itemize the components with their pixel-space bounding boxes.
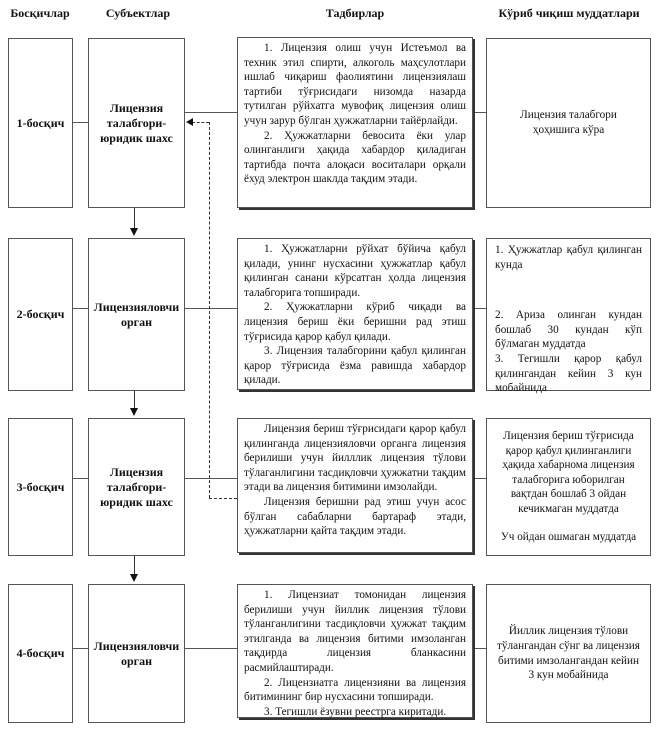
flow-arrow-line <box>134 556 135 575</box>
feedback-dashed-line <box>209 498 237 499</box>
action-item: 2. Ҳужжатларни кўриб чиқади ва лицензия бериш ёки беришни рад этиш тўғрисида қарор қабул қилади. <box>244 301 466 343</box>
feedback-dashed-line <box>192 122 209 123</box>
action-item: 1. Лицензиат томонидан лицензия берилиши учун йиллик лицензия тўлови тўланганлигини тасдиқловчи ҳужжат тақдим этилганда ва лицензия битими имзоланган тақдирда лицензия бланкасини расмийлаштиради. <box>244 589 466 674</box>
stage-box <box>8 38 73 208</box>
actions-box <box>237 418 473 553</box>
deadline-text: 2. Ариза олинган кундан бошлаб 30 кундан кўп бўлмаган муддатда <box>495 309 642 351</box>
deadline-box <box>486 584 651 723</box>
connector-line <box>184 112 237 113</box>
deadline-text: 3. Тегишли қарор қабул қилингандан кейин 3 кун мобайнида <box>495 352 642 395</box>
stage-label: 4-босқич <box>16 646 65 660</box>
connector-line <box>72 648 88 649</box>
connector-line <box>472 648 486 649</box>
deadline-text: Йиллик лицензия тўлови тўлангандан сўнг ва лицензия битими имзолангандан кейин 3 кун мобайнида <box>497 625 640 682</box>
deadline-text: Уч ойдан ошмаган муддатда <box>500 531 637 544</box>
deadline-box <box>486 238 651 395</box>
header-stages: Босқичлар <box>10 6 70 20</box>
subject-label: Лицензияловчи орган <box>93 299 180 329</box>
action-item: Лицензия беришни рад этиш учун асос бўлган сабабларни бартараф этади, ҳужжатларни қайта тақдим этади. <box>244 495 466 538</box>
stage-box <box>8 238 73 391</box>
action-item: 3. Тегишли ёзувни реестрга киритади. <box>264 705 447 718</box>
stage-label: 1-босқич <box>16 115 65 130</box>
subject-label: Лицензияловчи орган <box>93 638 180 668</box>
connector-line <box>184 648 237 649</box>
stage-label: 3-босқич <box>16 479 65 494</box>
subject-box <box>88 238 185 391</box>
connector-line <box>72 478 88 479</box>
actions-box <box>237 37 473 208</box>
actions-box <box>237 238 473 390</box>
action-item: 2. Лицензиатга лицензияни ва лицензия битимининг бир нусхасини топширади. <box>244 676 466 704</box>
action-item: Лицензия бериш тўғрисидаги қарор қабул қилинганда лицензияловчи органга лицензия берилиши учун йилллик лицензия тўлови тўлаганлигини тасдиқловчи ҳужжатни тақдим этади ва лицензия битимини имзолайди. <box>244 423 466 494</box>
deadline-text: 1. Ҳужжатлар қабул қилинган кунда <box>495 244 642 271</box>
connector-line <box>472 478 486 479</box>
arrow-left-icon <box>186 118 193 126</box>
stage-label: 2-босқич <box>16 307 65 321</box>
connector-line <box>472 308 486 309</box>
flow-arrow-line <box>134 208 135 228</box>
connector-line <box>472 112 486 113</box>
flow-arrow-line <box>134 391 135 409</box>
connector-line <box>72 122 88 123</box>
action-item: 1. Ҳужжатларни рўйхат бўйича қабул қилади, унинг нусхасини ҳужжатлар қабул қилинган санани кўрсатган ҳолда лицензия талабгорига топширади. <box>244 243 466 299</box>
subject-box <box>88 38 185 208</box>
action-item: 2. Ҳужжатларни бевосита ёки улар олинганлиги ҳақида хабардор қиладиган тартибда почта алоқаси воситалари орқали ёхуд электрон шаклда тақдим этади. <box>244 129 466 186</box>
feedback-dashed-line <box>209 122 210 498</box>
connector-line <box>184 308 237 309</box>
deadline-text: Лицензия бериш тўғрисида қарор қабул қилинганлиги ҳақида хабарнома лицензия талабгорига юборилган вақтдан бошлаб 3 ойдан кечикмаган муддатда <box>502 429 635 515</box>
subject-box <box>88 584 185 723</box>
deadline-box <box>486 38 651 208</box>
deadline-text: Лицензия талабгори ҳоҳишига кўра <box>520 109 617 136</box>
arrow-down-icon <box>130 408 138 416</box>
subject-label: Лицензия талабгори-юридик шахс <box>100 100 173 145</box>
subject-box <box>88 418 185 556</box>
action-item: 1. Лицензия олиш учун Истеъмол ва техник этил спирти, алкоголь маҳсулотлари ишлаб чиқариш фаолиятини лицензиялаш тартиби тўғрисидаги низомда назарда тутилган рўйхатга мувофиқ лицензия олиш учун зарур бўлган ҳужжатларни тайёрлайди. <box>244 42 466 127</box>
arrow-down-icon <box>130 228 138 236</box>
subject-label: Лицензия талабгори-юридик шахс <box>100 464 173 509</box>
arrow-down-icon <box>130 574 138 582</box>
header-subjects: Субъектлар <box>105 6 171 20</box>
stage-box <box>8 418 73 556</box>
deadline-box <box>486 418 651 556</box>
action-item: 3. Лицензия талабгорини қабул қилинган қарор тўғрисида ёзма равишда хабардор қилади. <box>244 345 466 387</box>
header-deadlines: Кўриб чиқиш муддатлари <box>498 6 640 20</box>
connector-line <box>184 478 237 479</box>
stage-box <box>8 584 73 723</box>
header-actions: Тадбирлар <box>325 6 385 20</box>
actions-box <box>237 584 473 718</box>
connector-line <box>72 308 88 309</box>
